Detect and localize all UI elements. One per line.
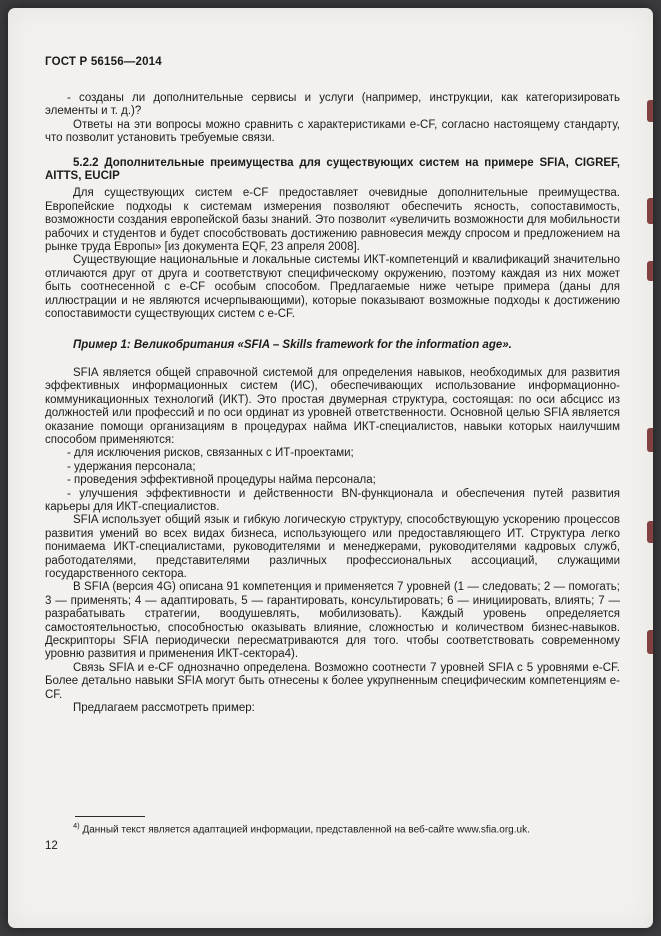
paragraph: Существующие национальные и локальные системы ИКТ-компетенций и квалификаций значительно отличаются друг от друга и соответствуют специфическому окружению, поэтому каждая из них может быть соотнесенной с e-CF особым способом. Предлагаемые ниже четыре примера (даны для иллюстрации и не являются исчерпывающими), которые показывают возможные подходы к достижению сопоставимости существующих систем с e-CF. <box>45 254 620 321</box>
paragraph: SFIA использует общий язык и гибкую логическую структуру, способствующую ускорению процессов развития умений во всех видах бизнеса, использующего или предоставляющего ИТ. Структура легко понимаема ИКТ-специалистами, руководителями и менеджерами, руководителями кадровых служб, работодателями, представителями различных профессиональных ассоциаций, служащими государственного сектора. <box>45 514 620 580</box>
list-item: - созданы ли дополнительные сервисы и услуги (например, инструкции, как категоризировать элементы и т. д.)? <box>45 92 620 118</box>
document-body <box>45 92 620 715</box>
document-header: ГОСТ Р 56156—2014 <box>45 56 162 68</box>
scan-artifact <box>647 428 653 452</box>
footnote-separator <box>75 816 145 817</box>
scan-artifact <box>647 100 653 122</box>
list-item: - улучшения эффективности и действенности BN-функционала и обеспечения путей развития карьеры для ИКТ-специалистов. <box>45 487 620 513</box>
footnote-text: Данный текст является адаптацией информации, представленной на веб-сайте www.sfia.org.uk. <box>79 824 530 835</box>
paragraph: Для существующих систем e-CF предоставляет очевидные дополнительные преимущества. Европейские подходы к системам измерения позволяют обеспечить ясность, сопоставимость, возможности создания европейской базы знаний. Это позволит «увеличить возможности для мобильности рабочих и студентов и будет способствовать достижению равновесия между спросом и предложением на рынке труда Европы» [из документа EQF, 23 апреля 2008]. <box>45 187 620 254</box>
footnote <box>45 820 620 836</box>
footnote-area <box>45 816 620 852</box>
list-item: - проведения эффективной процедуры найма персонала; <box>67 474 376 487</box>
scan-artifact <box>647 198 653 224</box>
paragraph: SFIA является общей справочной системой для определения навыков, необходимых для развития эффективных информационных систем (ИС), обеспечивающих использование информационно-коммуникационных технологий (ИКТ). Это простая двумерная структура, состоящая: по оси абсцисс из должностей или профессий и по оси ординат из уровней ответственности. Основной целью SFIA является оказание помощи организациям в процедурах найма ИКТ-специалистов, навыки которых наилучшим способом применяются: <box>45 366 620 446</box>
paragraph: Предлагаем рассмотреть пример: <box>73 702 255 715</box>
example-caption: Пример 1: Великобритания «SFIA – Skills framework for the information age». <box>73 338 512 351</box>
scan-artifact <box>647 630 653 654</box>
document-content <box>45 56 620 715</box>
document-page <box>8 8 653 928</box>
section-heading: 5.2.2 Дополнительные преимущества для существующих систем на примере SFIA, CIGREF, AITTS, EUCIP <box>45 156 620 183</box>
footnote-marker: 4) <box>73 820 80 830</box>
scan-artifact <box>647 521 653 543</box>
list-item: - удержания персонала; <box>67 460 196 473</box>
paragraph: Связь SFIA и e-CF однозначно определена. Возможно соотнести 7 уровней SFIA с 5 уровнями e-CF. Более детально навыки SFIA могут быть отнесены к более укрупненным специфическим компетенциям e-CF. <box>45 661 620 701</box>
page-number: 12 <box>45 840 58 852</box>
paragraph: Ответы на эти вопросы можно сравнить с характеристиками e-CF, согласно настоящему стандарту, что позволит установить требуемые связи. <box>45 118 620 145</box>
paragraph: В SFIA (версия 4G) описана 91 компетенция и применяется 7 уровней (1 — следовать; 2 — помогать; 3 — применять; 4 — адаптировать, 5 — гарантировать, консультировать; 6 — инициировать, влиять; 7 — разрабатывать стратегии, воодушевлять, мобилизовать). Каждый уровень определяется самостоятельностью, способностью оказывать влияние, сложностью и количеством бизнес-навыков. Дескрипторы SFIA периодически пересматриваются для того. чтобы соответствовать современному уровню развития и применения ИКТ-сектора4). <box>45 581 620 661</box>
list-item: - для исключения рисков, связанных с ИТ-проектами; <box>67 447 354 460</box>
scan-artifact <box>647 261 653 281</box>
